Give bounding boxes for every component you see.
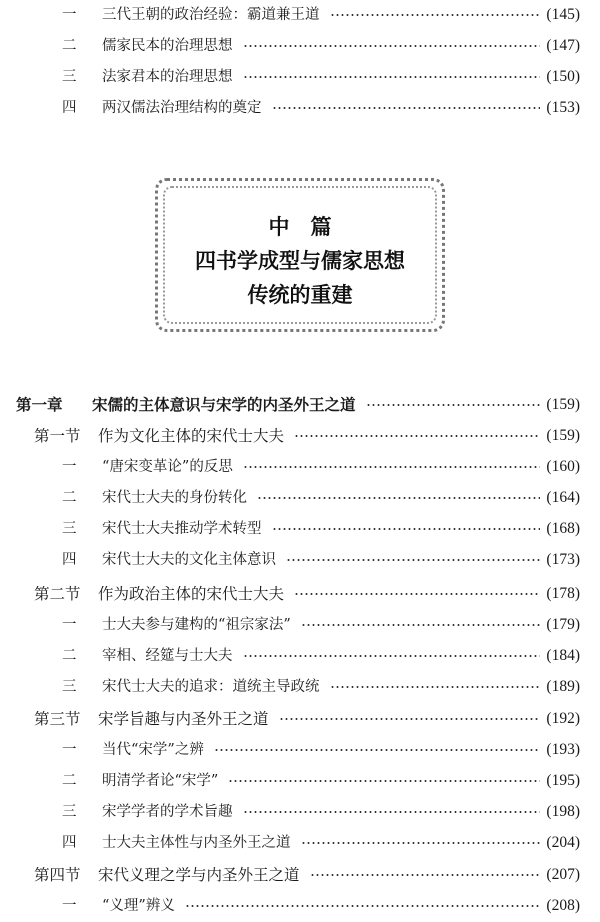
dot-leader: [272, 528, 541, 530]
dot-leader: [310, 874, 541, 876]
dot-leader: [257, 497, 540, 499]
entry-page: (168): [546, 520, 580, 537]
entry-page: (150): [546, 68, 580, 85]
chapter-title: 宋儒的主体意识与宋学的内圣外王之道: [92, 395, 356, 414]
dot-leader: [301, 842, 541, 844]
section-page: (159): [546, 427, 580, 444]
entry-number: 一: [62, 7, 77, 23]
chapter-page: (159): [546, 396, 580, 413]
entry-page: (195): [546, 772, 580, 789]
entry-number: 二: [62, 490, 77, 506]
dot-leader: [272, 107, 541, 109]
entry-number: 三: [62, 679, 77, 695]
dot-leader: [214, 749, 541, 751]
toc-section: [34, 705, 580, 733]
dot-leader: [228, 780, 540, 782]
entry-number: 二: [62, 773, 77, 789]
dot-leader: [330, 686, 541, 688]
entry-title: 儒家民本的治理思想: [102, 38, 233, 54]
dot-leader: [330, 14, 541, 16]
entry-title: 法家君本的治理思想: [102, 69, 233, 85]
toc-entry: [62, 94, 580, 122]
dot-leader: [243, 45, 541, 47]
toc-entry: [62, 673, 580, 701]
section-number: 第四节: [34, 866, 81, 884]
toc-entry: [62, 484, 580, 512]
entry-title: 两汉儒法治理结构的奠定: [102, 100, 262, 116]
entry-number: 一: [62, 617, 77, 633]
entry-title: 宋学学者的学术旨趣: [102, 804, 233, 820]
entry-number: 四: [62, 835, 77, 851]
entry-title: 宋代士大夫的身份转化: [102, 490, 247, 506]
section-title: 作为文化主体的宋代士大夫: [98, 427, 285, 445]
entry-number: 一: [62, 898, 77, 914]
section-number: 第二节: [34, 585, 81, 603]
entry-page: (147): [546, 37, 580, 54]
part-title-line2: 传统的重建: [247, 283, 353, 307]
entry-page: (198): [546, 803, 580, 820]
toc-entry: [62, 829, 580, 857]
entry-page: (208): [546, 897, 580, 914]
toc-entry: [62, 611, 580, 639]
entry-page: (193): [546, 741, 580, 758]
entry-page: (184): [546, 647, 580, 664]
toc-entry: [62, 32, 580, 60]
entry-title: “义理”辨义: [102, 898, 175, 914]
toc-entry: [62, 798, 580, 826]
part-heading-box: [155, 178, 445, 332]
toc-entry: [62, 642, 580, 670]
entry-title: 士大夫主体性与内圣外王之道: [102, 835, 291, 851]
entry-title: 宋代士大夫推动学术转型: [102, 521, 262, 537]
dot-leader: [301, 624, 541, 626]
section-page: (207): [546, 866, 580, 883]
entry-page: (204): [546, 834, 580, 851]
toc-section: [34, 580, 580, 608]
toc-entry: [62, 453, 580, 481]
part-label: 中 篇: [268, 215, 332, 239]
chapter-number: 第一章: [16, 395, 63, 414]
toc-entry: [62, 515, 580, 543]
toc-entry: [62, 892, 580, 920]
dot-leader: [294, 435, 540, 437]
dot-leader: [279, 718, 541, 720]
entry-number: 三: [62, 804, 77, 820]
entry-page: (153): [546, 99, 580, 116]
toc-chapter: [16, 391, 580, 419]
entry-title: 当代“宋学”之辨: [102, 742, 204, 758]
entry-page: (164): [546, 489, 580, 506]
entry-title: 宋代士大夫的文化主体意识: [102, 552, 276, 568]
entry-page: (173): [546, 551, 580, 568]
entry-title: “唐宋变革论”的反思: [102, 459, 233, 475]
entry-title: 宰相、经筵与士大夫: [102, 648, 233, 664]
section-title: 作为政治主体的宋代士大夫: [98, 585, 285, 603]
part-title-line1: 四书学成型与儒家思想: [195, 249, 405, 273]
entry-page: (179): [546, 616, 580, 633]
toc-section: [34, 861, 580, 889]
entry-number: 四: [62, 100, 77, 116]
toc-entry: [62, 767, 580, 795]
dot-leader: [366, 404, 541, 406]
section-page: (192): [546, 710, 580, 727]
entry-title: 宋代士大夫的追求：道统主导政统: [102, 679, 320, 695]
entry-number: 三: [62, 69, 77, 85]
entry-title: 三代王朝的政治经验：霸道兼王道: [102, 7, 320, 23]
entry-number: 一: [62, 459, 77, 475]
entry-number: 一: [62, 742, 77, 758]
section-number: 第一节: [34, 427, 81, 445]
entry-number: 二: [62, 648, 77, 664]
dot-leader: [185, 905, 541, 907]
dot-leader: [243, 655, 541, 657]
dot-leader: [294, 593, 540, 595]
entry-number: 二: [62, 38, 77, 54]
toc-entry: [62, 546, 580, 574]
toc-entry: [62, 63, 580, 91]
entry-page: (189): [546, 678, 580, 695]
entry-title: 明清学者论“宋学”: [102, 773, 219, 789]
section-title: 宋学旨趣与内圣外王之道: [98, 710, 269, 728]
section-number: 第三节: [34, 710, 81, 728]
section-title: 宋代义理之学与内圣外王之道: [98, 866, 300, 884]
dot-leader: [243, 466, 541, 468]
entry-page: (145): [546, 6, 580, 23]
entry-page: (160): [546, 458, 580, 475]
entry-title: 士大夫参与建构的“祖宗家法”: [102, 617, 291, 633]
toc-entry: [62, 736, 580, 764]
section-page: (178): [546, 585, 580, 602]
dot-leader: [243, 76, 541, 78]
entry-number: 三: [62, 521, 77, 537]
dot-leader: [243, 811, 541, 813]
entry-number: 四: [62, 552, 77, 568]
toc-section: [34, 422, 580, 450]
toc-entry: [62, 1, 580, 29]
dot-leader: [286, 559, 540, 561]
